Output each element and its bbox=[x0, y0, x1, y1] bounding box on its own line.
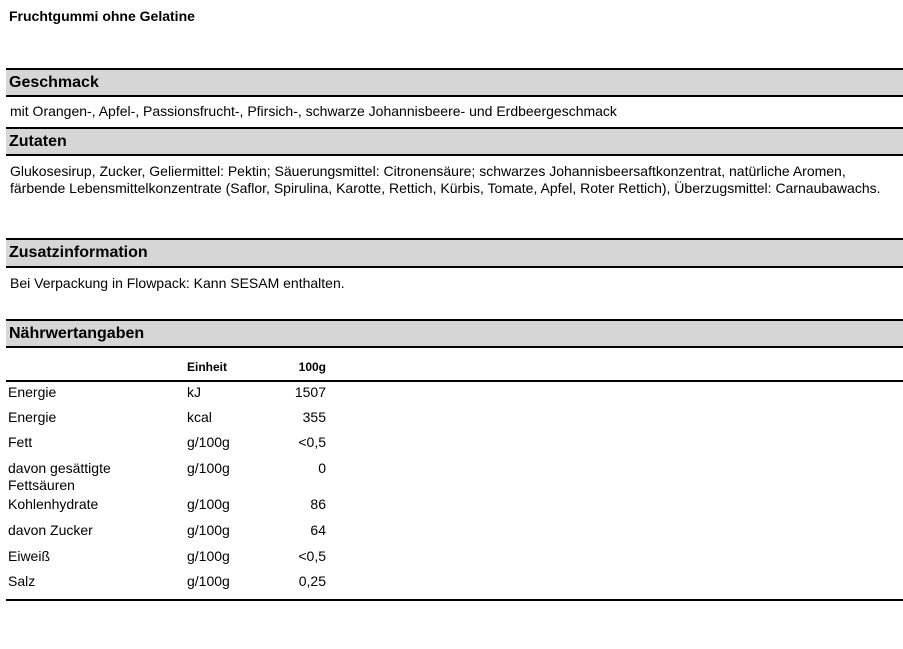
nutrient-value: 0,25 bbox=[298, 573, 326, 589]
nutrient-name: Salz bbox=[8, 573, 36, 589]
nutrient-value: 355 bbox=[302, 409, 326, 425]
nutrient-name: davon gesättigte Fettsäuren bbox=[8, 460, 111, 493]
geschmack-text: mit Orangen-, Apfel-, Passionsfrucht-, Pfirsich-, schwarze Johannisbeere- und Erdbeergeschmack bbox=[10, 103, 617, 119]
nutrient-value: 64 bbox=[310, 522, 326, 538]
section-heading-geschmack: Geschmack bbox=[6, 68, 903, 97]
nutrient-unit: g/100g bbox=[187, 573, 230, 589]
nutrient-value: 0 bbox=[318, 460, 326, 476]
product-title: Fruchtgummi ohne Gelatine bbox=[9, 8, 195, 24]
section-heading-zusatzinformation: Zusatzinformation bbox=[6, 238, 903, 268]
nutrient-value: 86 bbox=[310, 496, 326, 512]
nutrient-unit: g/100g bbox=[187, 522, 230, 538]
nutrient-value: <0,5 bbox=[298, 548, 326, 564]
nutrient-unit: g/100g bbox=[187, 496, 230, 512]
nutrient-unit: kJ bbox=[187, 384, 201, 400]
nutrient-name: Eiweiß bbox=[8, 548, 51, 564]
nutrient-name: Fett bbox=[8, 434, 33, 450]
nutrient-unit: g/100g bbox=[187, 434, 230, 450]
nutrient-value: 1507 bbox=[294, 384, 326, 400]
nutrient-name: Kohlenhydrate bbox=[8, 496, 99, 512]
table-header-divider bbox=[6, 380, 903, 382]
column-header-value: 100g bbox=[298, 360, 326, 374]
zusatz-text: Bei Verpackung in Flowpack: Kann SESAM enthalten. bbox=[10, 275, 345, 291]
column-header-unit: Einheit bbox=[187, 360, 228, 374]
table-bottom-divider bbox=[6, 599, 903, 601]
nutrient-name: Energie bbox=[8, 409, 57, 425]
section-heading-zutaten: Zutaten bbox=[6, 127, 903, 156]
nutrient-value: <0,5 bbox=[298, 434, 326, 450]
zutaten-text: Glukosesirup, Zucker, Geliermittel: Pektin; Säuerungsmittel: Citronensäure; schwarzes Johannisbeersaftkonzentrat, natürliche Aromen, färbende Lebensmittelkonzentrate (Saflor, Spirulina, Karotte, Rettich, Kürbis, Tomate, Apfel, Roter Rettich), Überzugsmittel: Carnaubawachs. bbox=[10, 163, 881, 196]
nutrient-unit: g/100g bbox=[187, 460, 230, 476]
nutrient-unit: kcal bbox=[187, 409, 212, 425]
nutrient-unit: g/100g bbox=[187, 548, 230, 564]
nutrient-name: davon Zucker bbox=[8, 522, 93, 538]
section-heading-naehrwertangaben: Nährwertangaben bbox=[6, 319, 903, 348]
nutrient-name: Energie bbox=[8, 384, 57, 400]
